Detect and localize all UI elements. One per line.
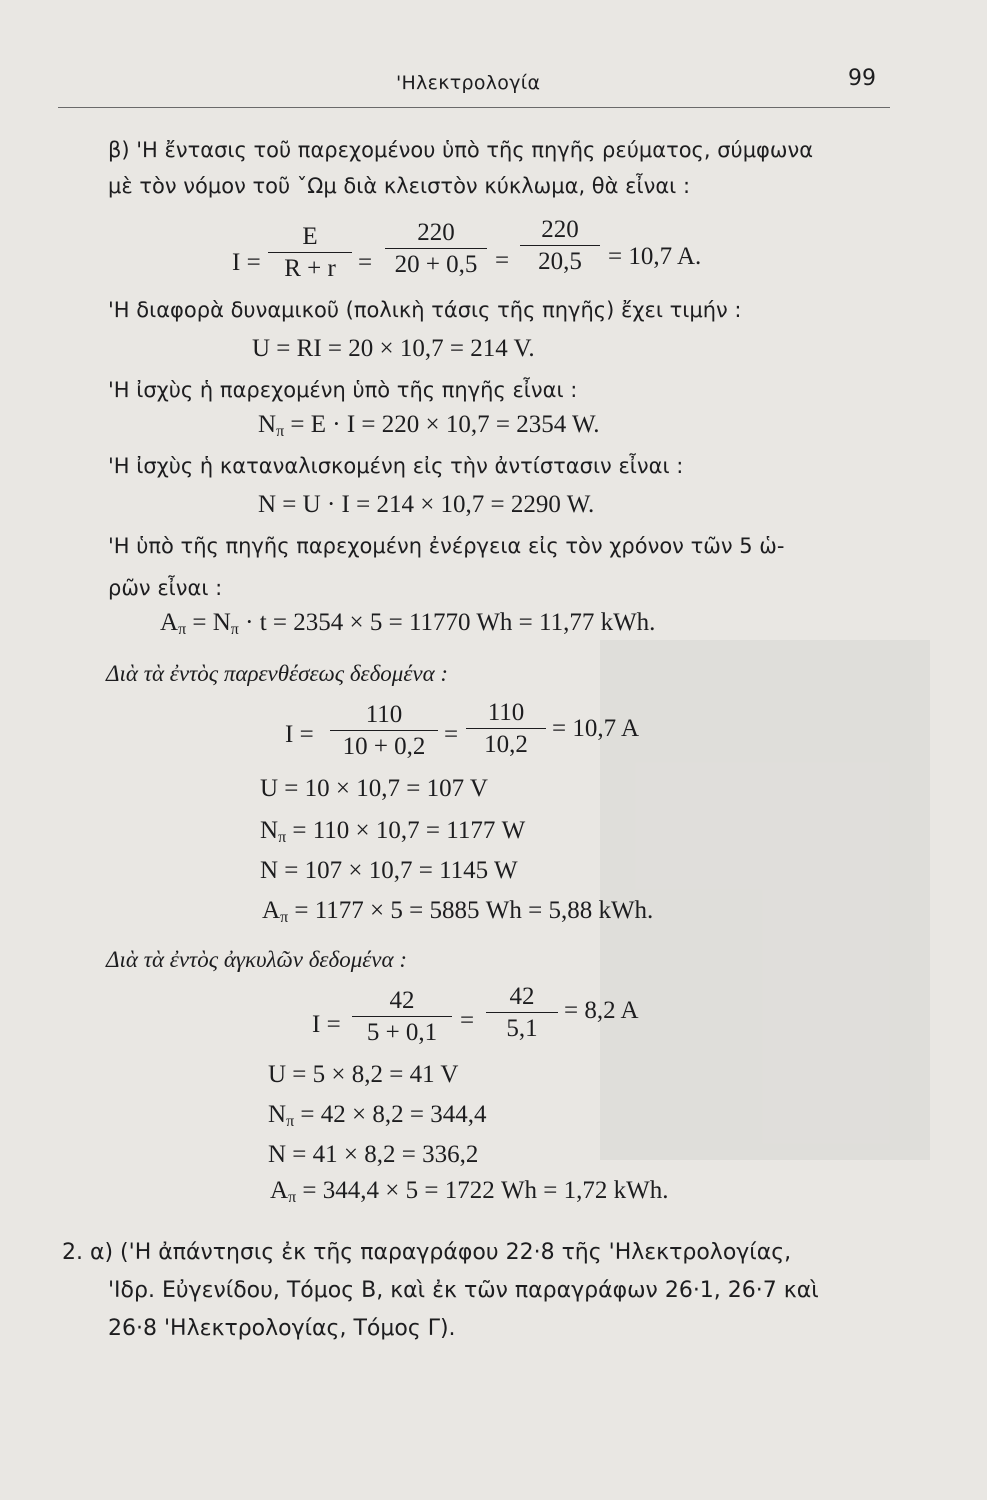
p-energy (262, 898, 653, 926)
a-subscript: π (178, 621, 187, 638)
b-f2-den: 5,1 (506, 1015, 538, 1042)
a-rest: · t = 2354 × 5 = 11770 Wh = 11,77 kWh. (238, 609, 656, 636)
eq1-lhs: I = (232, 249, 261, 276)
b-ap-sub: π (288, 1189, 297, 1206)
a-subscript-2: π (230, 621, 239, 638)
item-2-line-3: 26·8 'Ηλεκτρολογίας, Τόμος Γ). (108, 1316, 456, 1341)
page-number: 99 (848, 66, 876, 91)
p-f2-den: 10,2 (484, 731, 528, 758)
b-np-sub: π (286, 1113, 295, 1130)
b-ap-b: = 344,4 × 5 = 1722 Wh = 1,72 kWh. (296, 1177, 669, 1204)
equation-power-supplied (258, 412, 600, 440)
p-f1-num: 110 (365, 701, 403, 728)
p-ap-sub: π (280, 909, 289, 926)
b-i-lhs: I = (312, 1011, 341, 1038)
text-potential: 'Η διαφορὰ δυναμικοῦ (πολικὴ τάσις τῆς πηγῆς) ἔχει τιμήν : (108, 298, 742, 322)
b-eq-a: = (460, 1007, 475, 1034)
text-energy-line-2: ρῶν εἶναι : (108, 576, 223, 600)
p-np-a: N (260, 817, 279, 844)
b-power-consumed: N = 41 × 8,2 = 336,2 (268, 1141, 479, 1168)
p-fraction-2 (466, 700, 546, 757)
eq1-f2-num: 220 (417, 219, 455, 246)
para-b-line-2: μὲ τὸν νόμον τοῦ ˇΩμ διὰ κλειστὸν κύκλωμα, θὰ εἶναι : (108, 174, 691, 198)
text-power-supplied: 'Η ἰσχὺς ἡ παρεχομένη ὑπὸ τῆς πηγῆς εἶναι : (108, 378, 578, 402)
a-symbol: A (160, 609, 179, 636)
text-power-consumed: 'Η ἰσχὺς ἡ καταναλισκομένη εἰς τὴν ἀντίστασιν εἶναι : (108, 454, 684, 478)
np-rest: = E · I = 220 × 10,7 = 2354 W. (284, 411, 600, 438)
b-ap-a: A (270, 1177, 289, 1204)
b-voltage: U = 5 × 8,2 = 41 V (268, 1061, 459, 1088)
eq1-f1-den: R + r (284, 255, 336, 282)
np-symbol: N (258, 411, 277, 438)
heading-bracket-data: Διὰ τὰ ἐντὸς ἀγκυλῶν δεδομένα : (106, 947, 407, 972)
p-np-sub: π (278, 829, 287, 846)
heading-parenthesis-data: Διὰ τὰ ἐντὸς παρενθέσεως δεδομένα : (106, 661, 449, 686)
eq1-result: = 10,7 A. (608, 243, 702, 270)
b-fraction-1 (352, 988, 452, 1045)
eq1-f2-den: 20 + 0,5 (394, 251, 478, 278)
eq1-f3-den: 20,5 (538, 248, 582, 275)
np-subscript: π (276, 423, 285, 440)
b-f1-num: 42 (389, 987, 415, 1014)
eq1-fraction-1 (268, 224, 352, 281)
p-eq-a: = (444, 721, 459, 748)
equation-power-consumed: N = U · I = 214 × 10,7 = 2290 W. (258, 491, 595, 518)
p-power-supplied (260, 818, 525, 846)
p-fraction-1 (330, 702, 438, 759)
b-energy (270, 1178, 668, 1206)
item-2-line-2: 'Ιδρ. Εὐγενίδου, Τόμος Β, καὶ ἐκ τῶν παραγράφων 26·1, 26·7 καὶ (108, 1278, 819, 1303)
b-fraction-2 (486, 984, 558, 1041)
a-mid: = N (186, 609, 231, 636)
b-np-b: = 42 × 8,2 = 344,4 (294, 1101, 487, 1128)
running-header-title: 'Ηλεκτρολογία (396, 72, 541, 94)
b-power-supplied (268, 1102, 486, 1130)
p-i-lhs: I = (285, 721, 314, 748)
p-ap-b: = 1177 × 5 = 5885 Wh = 5,88 kWh. (288, 897, 654, 924)
p-f2-num: 110 (487, 699, 525, 726)
p-np-b: = 110 × 10,7 = 1177 W (286, 817, 526, 844)
p-ap-a: A (262, 897, 281, 924)
p-voltage: U = 10 × 10,7 = 107 V (260, 775, 488, 802)
eq1-f3-num: 220 (541, 216, 579, 243)
para-b-line-1: β) 'Η ἔντασις τοῦ παρεχομένου ὑπὸ τῆς πηγῆς ρεύματος, σύμφωνα (108, 138, 814, 162)
header-rule (58, 107, 890, 108)
eq1-eq-a: = (358, 249, 373, 276)
b-f2-num: 42 (509, 983, 535, 1010)
b-f1-den: 5 + 0,1 (366, 1019, 438, 1046)
equation-voltage: U = RI = 20 × 10,7 = 214 V. (252, 335, 535, 362)
p-f1-den: 10 + 0,2 (342, 733, 426, 760)
text-energy-line-1: 'Η ὑπὸ τῆς πηγῆς παρεχομένη ἐνέργεια εἰς τὸν χρόνον τῶν 5 ὡ- (108, 534, 785, 558)
item-2-line-1: 2. α) ('Η ἀπάντησις ἐκ τῆς παραγράφου 22·8 τῆς 'Ηλεκτρολογίας, (62, 1240, 792, 1265)
eq1-eq-b: = (495, 247, 510, 274)
b-i-result: = 8,2 A (564, 997, 639, 1024)
p-power-consumed: N = 107 × 10,7 = 1145 W (260, 857, 518, 884)
eq1-fraction-2 (385, 220, 487, 277)
b-np-a: N (268, 1101, 287, 1128)
eq1-fraction-3 (520, 217, 600, 274)
eq1-f1-num: E (302, 223, 318, 250)
equation-energy (160, 610, 655, 638)
p-i-result: = 10,7 A (552, 715, 640, 742)
